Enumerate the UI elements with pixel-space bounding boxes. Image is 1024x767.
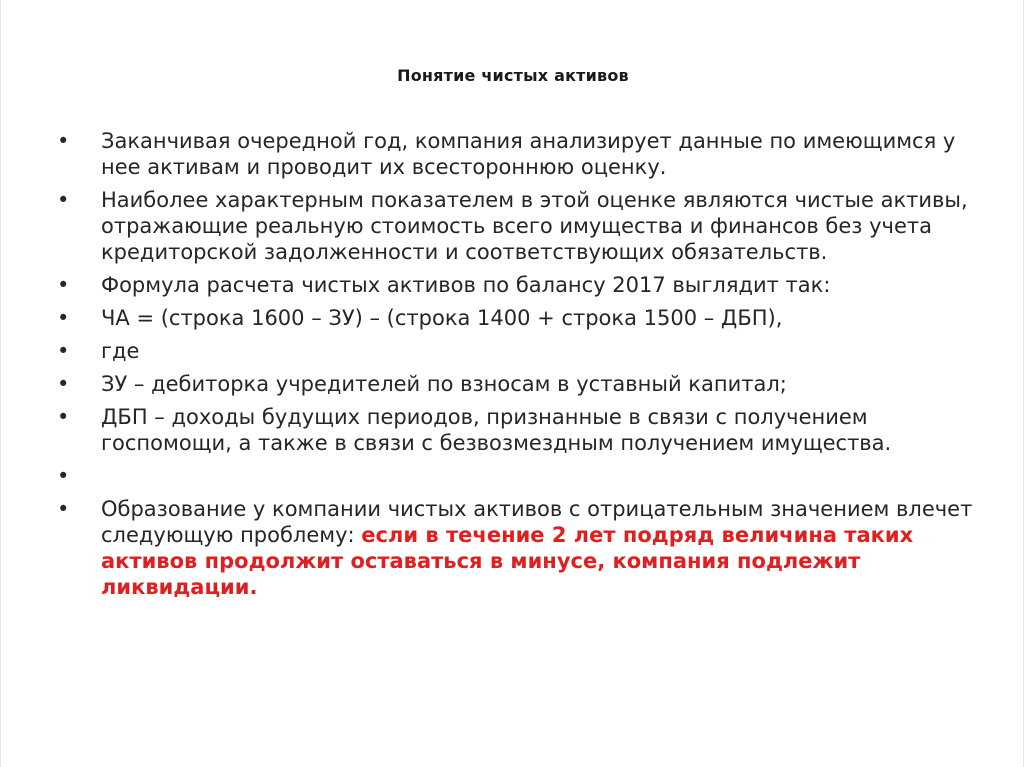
list-item: [53, 404, 983, 456]
list-item: [53, 128, 983, 180]
bullet-icon: •: [57, 188, 70, 212]
list-item-text: ЗУ – дебиторка учредителей по взносам в уставный капитал;: [101, 372, 787, 396]
list-item: [53, 272, 983, 298]
bullet-icon: •: [57, 339, 70, 363]
slide-title: Понятие чистых активов: [397, 66, 629, 85]
list-item: [53, 338, 983, 364]
list-item-text: где: [101, 339, 140, 363]
list-item-text: Наиболее характерным показателем в этой оценке являются чистые активы, отражающие реальную стоимость всего имущества и финансов без учета кредиторской задолженности и соответствующих обязательств.: [101, 188, 968, 264]
bullet-icon: •: [57, 273, 70, 297]
list-item: [53, 305, 983, 331]
highlighted-warning-text: если в течение 2 лет подряд величина таких активов продолжит оставаться в минусе, компания подлежит ликвидации.: [101, 523, 914, 599]
list-item-text: Заканчивая очередной год, компания анализирует данные по имеющимся у нее активам и проводит их всестороннюю оценку.: [101, 129, 956, 179]
bullet-icon: •: [57, 464, 70, 488]
list-item: [53, 371, 983, 397]
list-item-text: Формула расчета чистых активов по балансу 2017 выглядит так:: [101, 273, 831, 297]
list-item-text: ДБП – доходы будущих периодов, признанные в связи с получением госпомощи, а также в связи с безвозмездным получением имущества.: [101, 405, 892, 455]
list-item-text: Образование у компании чистых активов с отрицательным значением влечет следующую проблему:: [101, 497, 973, 547]
bullet-icon: •: [57, 306, 70, 330]
bullet-icon: •: [57, 497, 70, 521]
list-item: [53, 496, 983, 600]
list-item: [53, 187, 983, 265]
bullet-icon: •: [57, 372, 70, 396]
empty-list-item: [53, 463, 983, 489]
bullet-icon: •: [57, 405, 70, 429]
formula-text: ЧА = (строка 1600 – ЗУ) – (строка 1400 + строка 1500 – ДБП),: [101, 306, 783, 330]
bullet-icon: •: [57, 129, 70, 153]
bullet-list: [53, 128, 983, 607]
